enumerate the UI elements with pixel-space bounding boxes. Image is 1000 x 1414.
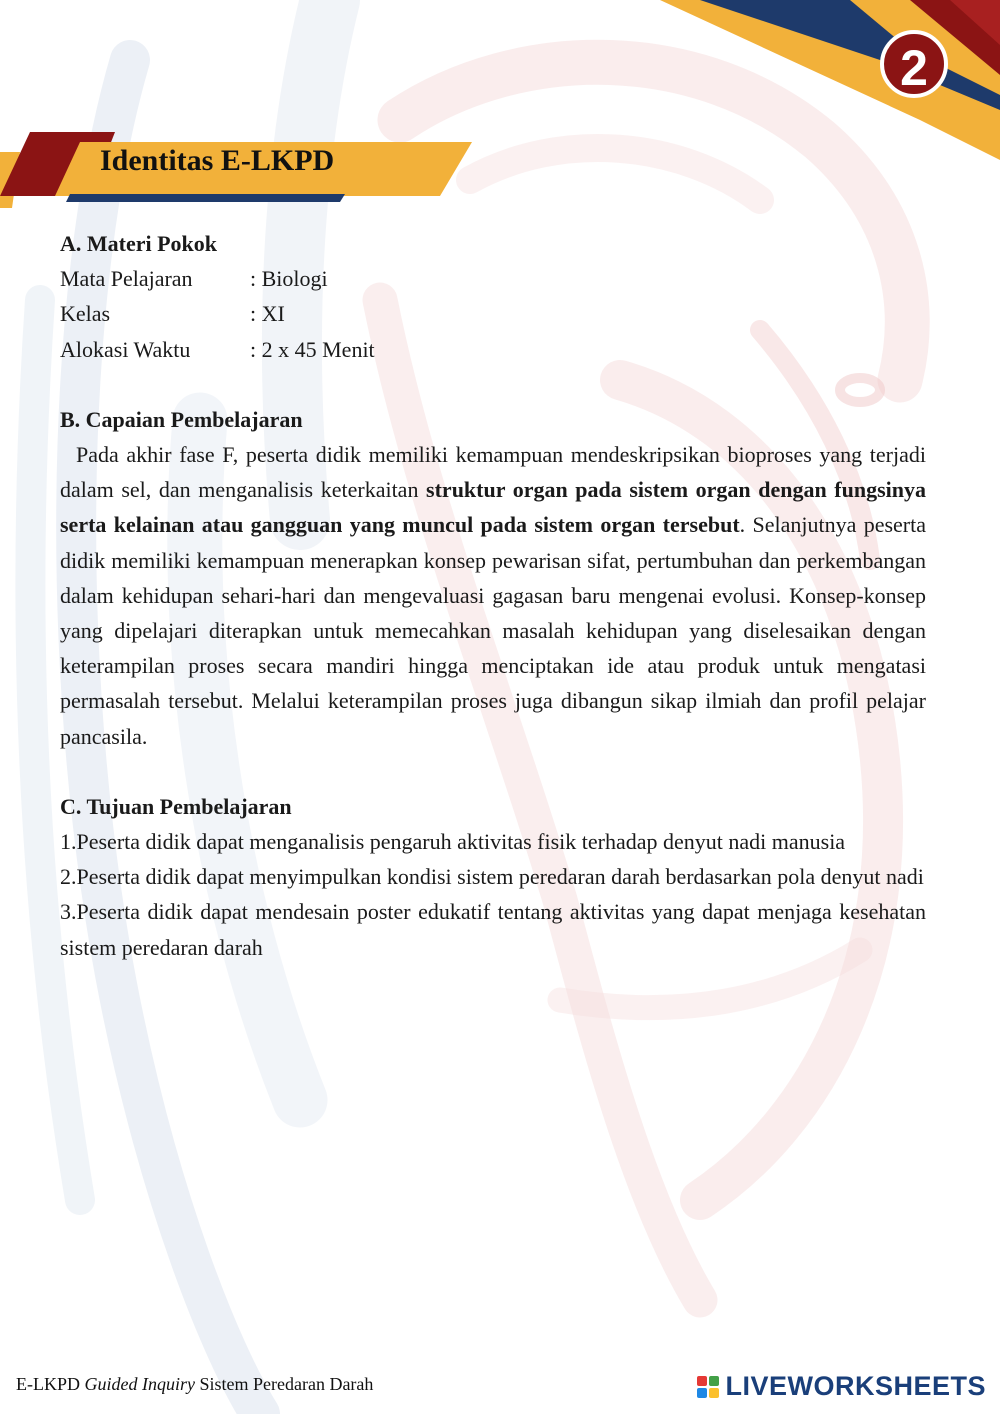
- outcome-text-part-1: Pada akhir fase F, peserta didik memiliki kemampuan mendeskripsikan bioproses yang terjadi dalam sel, dan menganalisis keterkaitan: [60, 442, 926, 503]
- objective-item: 3.Peserta didik dapat mendesain poster edukatif tentang aktivitas yang dapat menjaga kesehatan sistem peredaran darah: [60, 899, 926, 960]
- identity-label: Alokasi Waktu: [60, 336, 191, 362]
- identity-value: : XI: [250, 301, 285, 327]
- identity-value: : 2 x 45 Menit: [250, 336, 375, 362]
- corner-decoration: [660, 0, 1000, 160]
- identity-row-class: [60, 296, 926, 331]
- section-c-title: C. Tujuan Pembelajaran: [60, 793, 292, 819]
- footer-caption: [16, 1374, 373, 1395]
- objective-item: 2.Peserta didik dapat menyimpulkan kondisi sistem peredaran darah berdasarkan pola denyut nadi: [60, 864, 924, 890]
- identity-row-subject: [60, 261, 926, 296]
- outcome-text-bold: struktur organ pada sistem organ dengan fungsinya serta kelainan atau gangguan yang muncul pada sistem organ tersebut: [60, 477, 926, 538]
- content-body: [60, 226, 926, 965]
- footer-italic: Guided Inquiry: [84, 1374, 195, 1394]
- section-b-title: B. Capaian Pembelajaran: [60, 406, 303, 432]
- liveworksheets-logo-icon: [697, 1376, 719, 1398]
- outcome-text-part-2: . Selanjutnya peserta didik memiliki kemampuan menerapkan konsep pewarisan sifat, pertumbuhan dan perkembangan dalam kehidupan sehari-hari dan mengevaluasi gagasan baru mengenai evolusi. Konsep-konsep yang dipelajari diterapkan untuk memecahkan masalah kehidupan yang diselesaikan dengan keterampilan proses secara mandiri hingga menciptakan ide atau produk untuk mengatasi permasalah tersebut. Melalui keterampilan proses juga dibangun sikap ilmiah dan profil pelajar pancasila.: [60, 512, 926, 749]
- identity-value: : Biologi: [250, 266, 328, 292]
- identity-label: Kelas: [60, 301, 111, 327]
- footer-suffix: Sistem Peredaran Darah: [194, 1374, 374, 1394]
- identity-label: Mata Pelajaran: [60, 266, 193, 292]
- page-title: Identitas E-LKPD: [100, 144, 335, 177]
- section-a-title: A. Materi Pokok: [60, 231, 218, 256]
- footer-prefix: E-LKPD: [16, 1374, 85, 1394]
- identity-row-time: [60, 332, 926, 367]
- learning-outcome-paragraph: [60, 437, 926, 754]
- brand-name: LIVEWORKSHEETS: [725, 1371, 986, 1401]
- liveworksheets-brand: [697, 1371, 986, 1402]
- page-number-badge: 2: [880, 30, 948, 98]
- objective-item: 1.Peserta didik dapat menganalisis pengaruh aktivitas fisik terhadap denyut nadi manusia: [60, 829, 846, 855]
